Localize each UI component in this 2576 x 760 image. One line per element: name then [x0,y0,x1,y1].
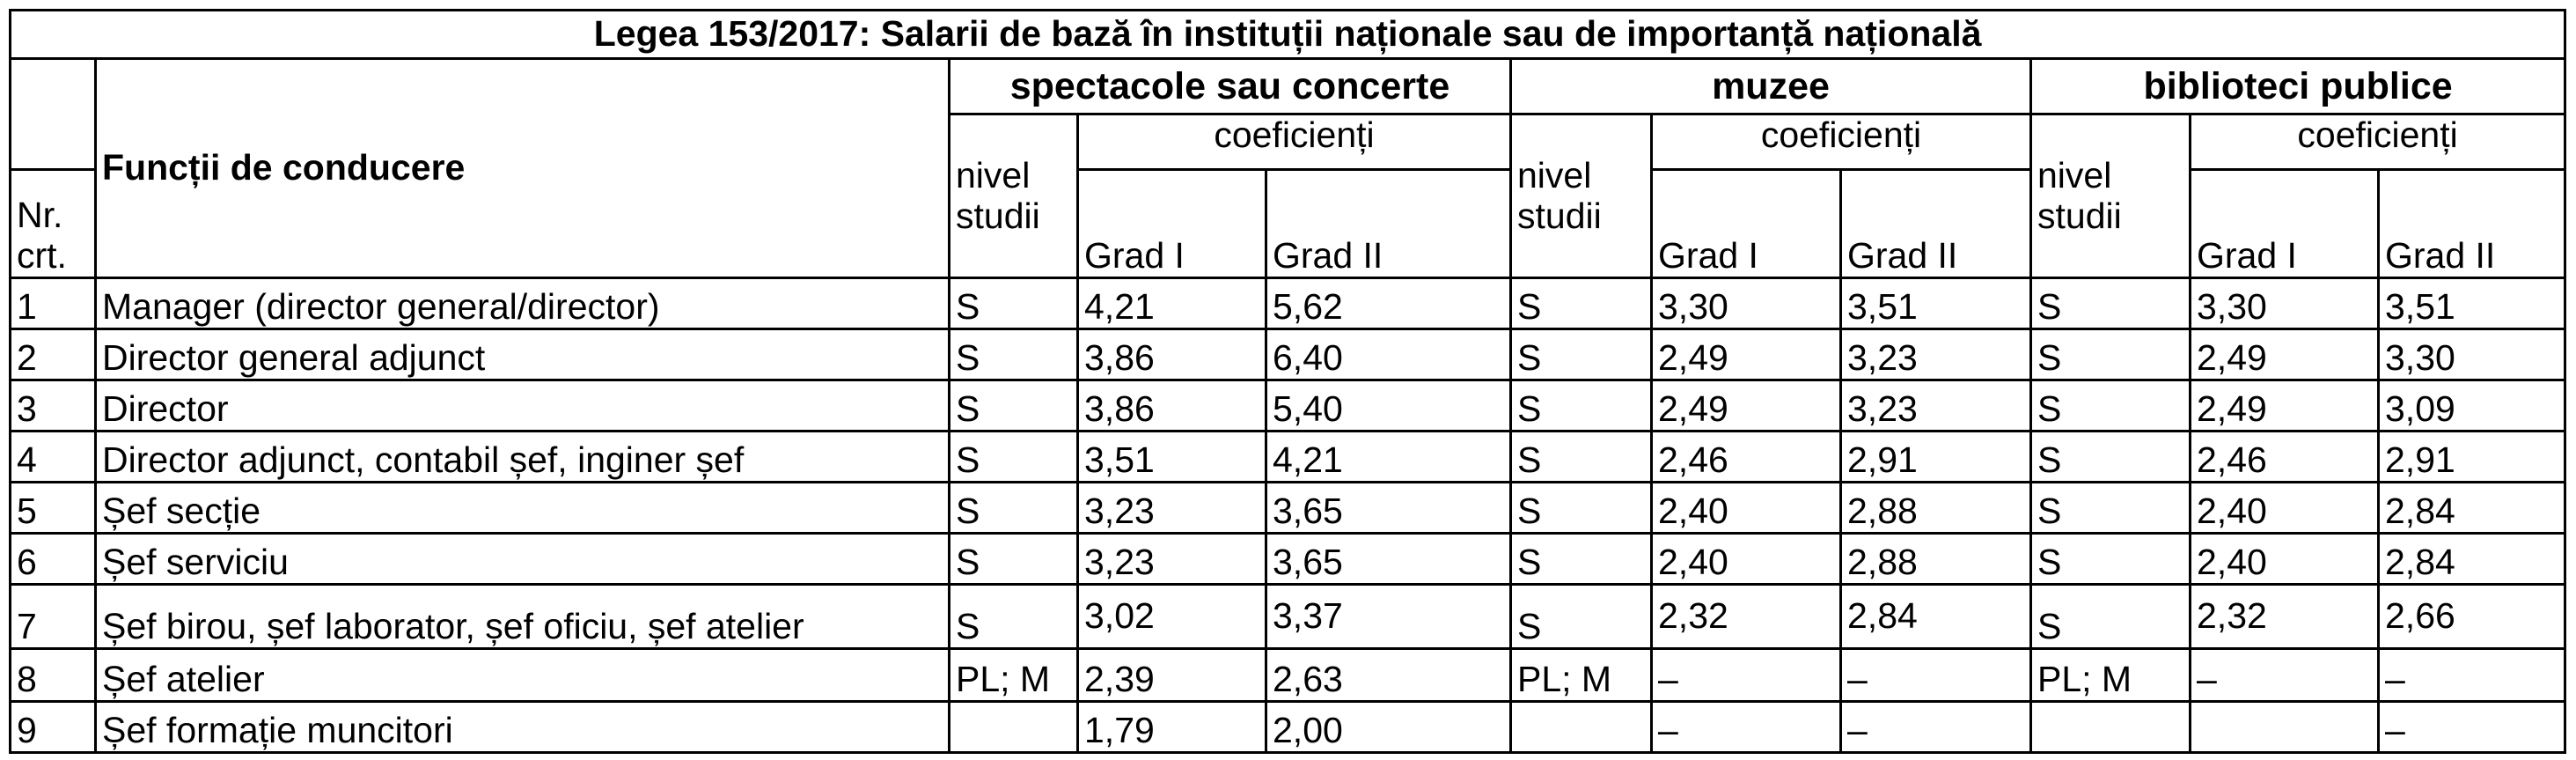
nivel-studii-cell: S [1511,380,1652,432]
grad-2-cell: – [2379,702,2565,753]
grad-1-cell: 3,51 [1078,432,1266,483]
grad-2-header: Grad II [1266,170,1511,278]
grad-1-cell: 3,30 [2191,278,2379,329]
nivel-studii-cell: S [1511,432,1652,483]
nivel-studii-cell: S [950,278,1078,329]
nivel-studii-cell: S [2031,329,2191,380]
grad-2-cell: 3,23 [1841,329,2031,380]
nivel-studii-cell: S [950,534,1078,585]
grad-1-cell: – [1652,649,1841,702]
grad-1-cell: 1,79 [1078,702,1266,753]
row-number: 7 [11,585,96,649]
nivel-studii-cell: S [2031,534,2191,585]
grad-1-cell: 2,49 [2191,380,2379,432]
grad-1-cell: – [1652,702,1841,753]
grad-1-cell: 3,23 [1078,483,1266,534]
grad-2-cell: 3,65 [1266,534,1511,585]
row-functie: Șef atelier [96,649,950,702]
group-header-muzee: muzee [1511,59,2031,114]
nivel-studii-cell: S [950,585,1078,649]
row-number: 6 [11,534,96,585]
row-number: 9 [11,702,96,753]
grad-2-cell: 3,09 [2379,380,2565,432]
row-number: 1 [11,278,96,329]
row-functie: Manager (director general/director) [96,278,950,329]
nivel-studii-cell: S [2031,380,2191,432]
grad-1-cell: 2,39 [1078,649,1266,702]
grad-1-cell: 2,49 [2191,329,2379,380]
grad-1-cell: 2,46 [2191,432,2379,483]
functii-header: Funcții de conducere [96,59,950,278]
grad-1-cell: 2,40 [2191,534,2379,585]
table-row [11,702,2565,753]
table-row [11,329,2565,380]
nr-header-top [11,59,96,170]
grad-2-header: Grad II [1841,170,2031,278]
row-number: 3 [11,380,96,432]
grad-1-cell [2191,702,2379,753]
row-functie: Director general adjunct [96,329,950,380]
nivel-studii-cell: PL; M [1511,649,1652,702]
salary-table [9,9,2566,754]
nivel-studii-cell: S [2031,483,2191,534]
grad-1-cell: 2,46 [1652,432,1841,483]
grad-2-cell: 2,84 [2379,483,2565,534]
grad-1-header: Grad I [1078,170,1266,278]
grad-1-cell: 3,02 [1078,585,1266,649]
row-functie: Șef birou, șef laborator, șef oficiu, șef atelier [96,585,950,649]
nivel-studii-header: nivel studii [2031,114,2191,278]
grad-2-header: Grad II [2379,170,2565,278]
nivel-studii-cell: PL; M [950,649,1078,702]
group-header-biblioteci: biblioteci publice [2031,59,2565,114]
grad-2-cell: 5,62 [1266,278,1511,329]
grad-2-cell: 3,65 [1266,483,1511,534]
nivel-studii-cell: PL; M [2031,649,2191,702]
nivel-studii-header: nivel studii [950,114,1078,278]
grad-1-cell: 2,32 [1652,585,1841,649]
grad-1-cell: 2,40 [2191,483,2379,534]
nivel-studii-cell [950,702,1078,753]
nivel-studii-header: nivel studii [1511,114,1652,278]
grad-2-cell: 2,88 [1841,483,2031,534]
row-functie: Șef formație muncitori [96,702,950,753]
grad-2-cell: 3,23 [1841,380,2031,432]
row-number: 5 [11,483,96,534]
grad-2-cell: 4,21 [1266,432,1511,483]
grad-1-cell: 2,40 [1652,534,1841,585]
row-number: 2 [11,329,96,380]
grad-1-cell: 3,23 [1078,534,1266,585]
nr-crt-header: Nr. crt. [11,170,96,278]
nivel-studii-cell: S [2031,432,2191,483]
grad-2-cell: 6,40 [1266,329,1511,380]
nivel-studii-cell: S [950,432,1078,483]
grad-2-cell: 2,91 [2379,432,2565,483]
nivel-studii-cell [2031,702,2191,753]
grad-2-cell: 2,00 [1266,702,1511,753]
row-functie: Șef serviciu [96,534,950,585]
grad-2-cell: – [1841,649,2031,702]
table-row [11,432,2565,483]
table-row [11,534,2565,585]
nivel-studii-cell: S [950,329,1078,380]
row-functie: Director adjunct, contabil șef, inginer șef [96,432,950,483]
table-title: Legea 153/2017: Salarii de bază în instituții naționale sau de importanță națională [11,11,2565,59]
grad-1-header: Grad I [2191,170,2379,278]
grad-2-cell: 3,30 [2379,329,2565,380]
table-row [11,585,2565,649]
nivel-studii-cell: S [1511,585,1652,649]
grad-1-cell: 3,86 [1078,380,1266,432]
table-row [11,380,2565,432]
coeficienti-header: coeficienți [1078,114,1511,170]
nivel-studii-cell: S [950,380,1078,432]
row-number: 4 [11,432,96,483]
grad-2-cell: 2,84 [1841,585,2031,649]
row-functie: Director [96,380,950,432]
table-row [11,483,2565,534]
grad-1-cell: 2,49 [1652,329,1841,380]
nivel-studii-cell: S [950,483,1078,534]
grad-2-cell: 2,88 [1841,534,2031,585]
grad-2-cell: 3,51 [1841,278,2031,329]
grad-2-cell: 2,91 [1841,432,2031,483]
grad-1-cell: 2,49 [1652,380,1841,432]
grad-1-cell: 4,21 [1078,278,1266,329]
nivel-studii-cell: S [1511,278,1652,329]
table-row [11,278,2565,329]
nivel-studii-cell: S [1511,329,1652,380]
grad-1-cell: 2,40 [1652,483,1841,534]
grad-2-cell: – [1841,702,2031,753]
grad-1-header: Grad I [1652,170,1841,278]
coeficienti-header: coeficienți [1652,114,2031,170]
grad-2-cell: 3,51 [2379,278,2565,329]
row-number: 8 [11,649,96,702]
grad-2-cell: – [2379,649,2565,702]
table-row [11,649,2565,702]
nivel-studii-cell: S [1511,534,1652,585]
nivel-studii-cell: S [1511,483,1652,534]
grad-1-cell: – [2191,649,2379,702]
grad-2-cell: 3,37 [1266,585,1511,649]
row-functie: Șef secție [96,483,950,534]
group-header-spectacole: spectacole sau concerte [950,59,1511,114]
nivel-studii-cell: S [2031,585,2191,649]
grad-2-cell: 5,40 [1266,380,1511,432]
grad-2-cell: 2,66 [2379,585,2565,649]
nivel-studii-cell [1511,702,1652,753]
coeficienti-header: coeficienți [2191,114,2565,170]
grad-1-cell: 2,32 [2191,585,2379,649]
grad-2-cell: 2,84 [2379,534,2565,585]
grad-1-cell: 3,30 [1652,278,1841,329]
nivel-studii-cell: S [2031,278,2191,329]
grad-1-cell: 3,86 [1078,329,1266,380]
grad-2-cell: 2,63 [1266,649,1511,702]
